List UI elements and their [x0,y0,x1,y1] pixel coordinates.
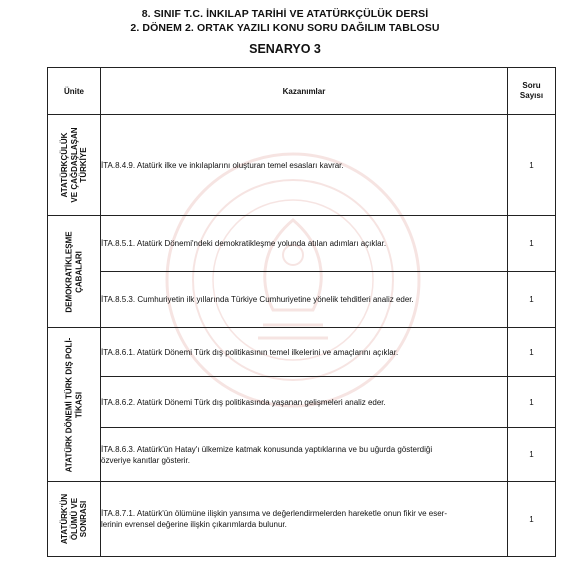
table-row [48,482,556,557]
table-row [48,115,556,216]
unit-cell-ataturkculuk: ATATÜRKÇÜLÜK VE ÇAĞDAŞLAŞAN TÜRKİYE [48,115,101,216]
column-header-soru-sayisi: Soru Sayısı [508,68,556,115]
kazanim-cell: İTA.8.4.9. Atatürk ilke ve inkılaplarını oluşturan temel esasları kavrar. [101,115,508,216]
unit-cell-ataturk-olumu: ATATÜRK'ÜN ÖLÜMÜ VE SONRASI [48,482,101,557]
kazanim-cell: İTA.8.6.3. Atatürk'ün Hatay'ı ülkemize katmak konusunda yaptıklarına ve bu uğurda gösterdiği özveriye kanıtlar gösterir. [101,428,508,482]
column-header-unite: Ünite [48,68,101,115]
kazanim-cell: İTA.8.5.3. Cumhuriyetin ilk yıllarında Türkiye Cumhuriyetine yönelik tehditleri analiz eder. [101,272,508,328]
document-subtitle: 2. DÖNEM 2. ORTAK YAZILI KONU SORU DAĞILIM TABLOSU [130,22,440,34]
table-row [48,377,556,428]
soru-sayisi-cell: 1 [508,377,556,428]
kazanim-cell: İTA.8.5.1. Atatürk Dönemi'ndeki demokratikleşme yolunda atılan adımları açıklar. [101,216,508,272]
topic-distribution-table [47,67,556,557]
soru-sayisi-cell: 1 [508,428,556,482]
unit-cell-dis-politika: ATATÜRK DÖNEMİ TÜRK DIŞ POLİ- TİKASI [48,328,101,482]
kazanim-cell: İTA.8.6.2. Atatürk Dönemi Türk dış politikasında yaşanan gelişmeleri analiz eder. [101,377,508,428]
document-title: 8. SINIF T.C. İNKILAP TARİHİ VE ATATÜRKÇÜLÜK DERSİ [141,8,429,20]
table-row [48,328,556,377]
kazanim-cell: İTA.8.7.1. Atatürk'ün ölümüne ilişkin yansıma ve değerlendirmelerden hareketle onun fikir ve eser- lerinin evrensel değerine ilişkin çıkarımlarda bulunur. [101,482,508,557]
soru-sayisi-cell: 1 [508,216,556,272]
table-header-row [48,68,556,115]
table-row [48,428,556,482]
soru-sayisi-cell: 1 [508,272,556,328]
unit-cell-demokratiklesme: DEMOKRATİKLEŞME ÇABALARI [48,216,101,328]
kazanim-cell: İTA.8.6.1. Atatürk Dönemi Türk dış politikasının temel ilkelerini ve amaçlarını açıklar. [101,328,508,377]
table-row [48,216,556,272]
column-header-kazanim: Kazanımlar [101,68,508,115]
scenario-title: SENARYO 3 [249,42,321,56]
table-row [48,272,556,328]
soru-sayisi-cell: 1 [508,328,556,377]
soru-sayisi-cell: 1 [508,115,556,216]
soru-sayisi-cell: 1 [508,482,556,557]
